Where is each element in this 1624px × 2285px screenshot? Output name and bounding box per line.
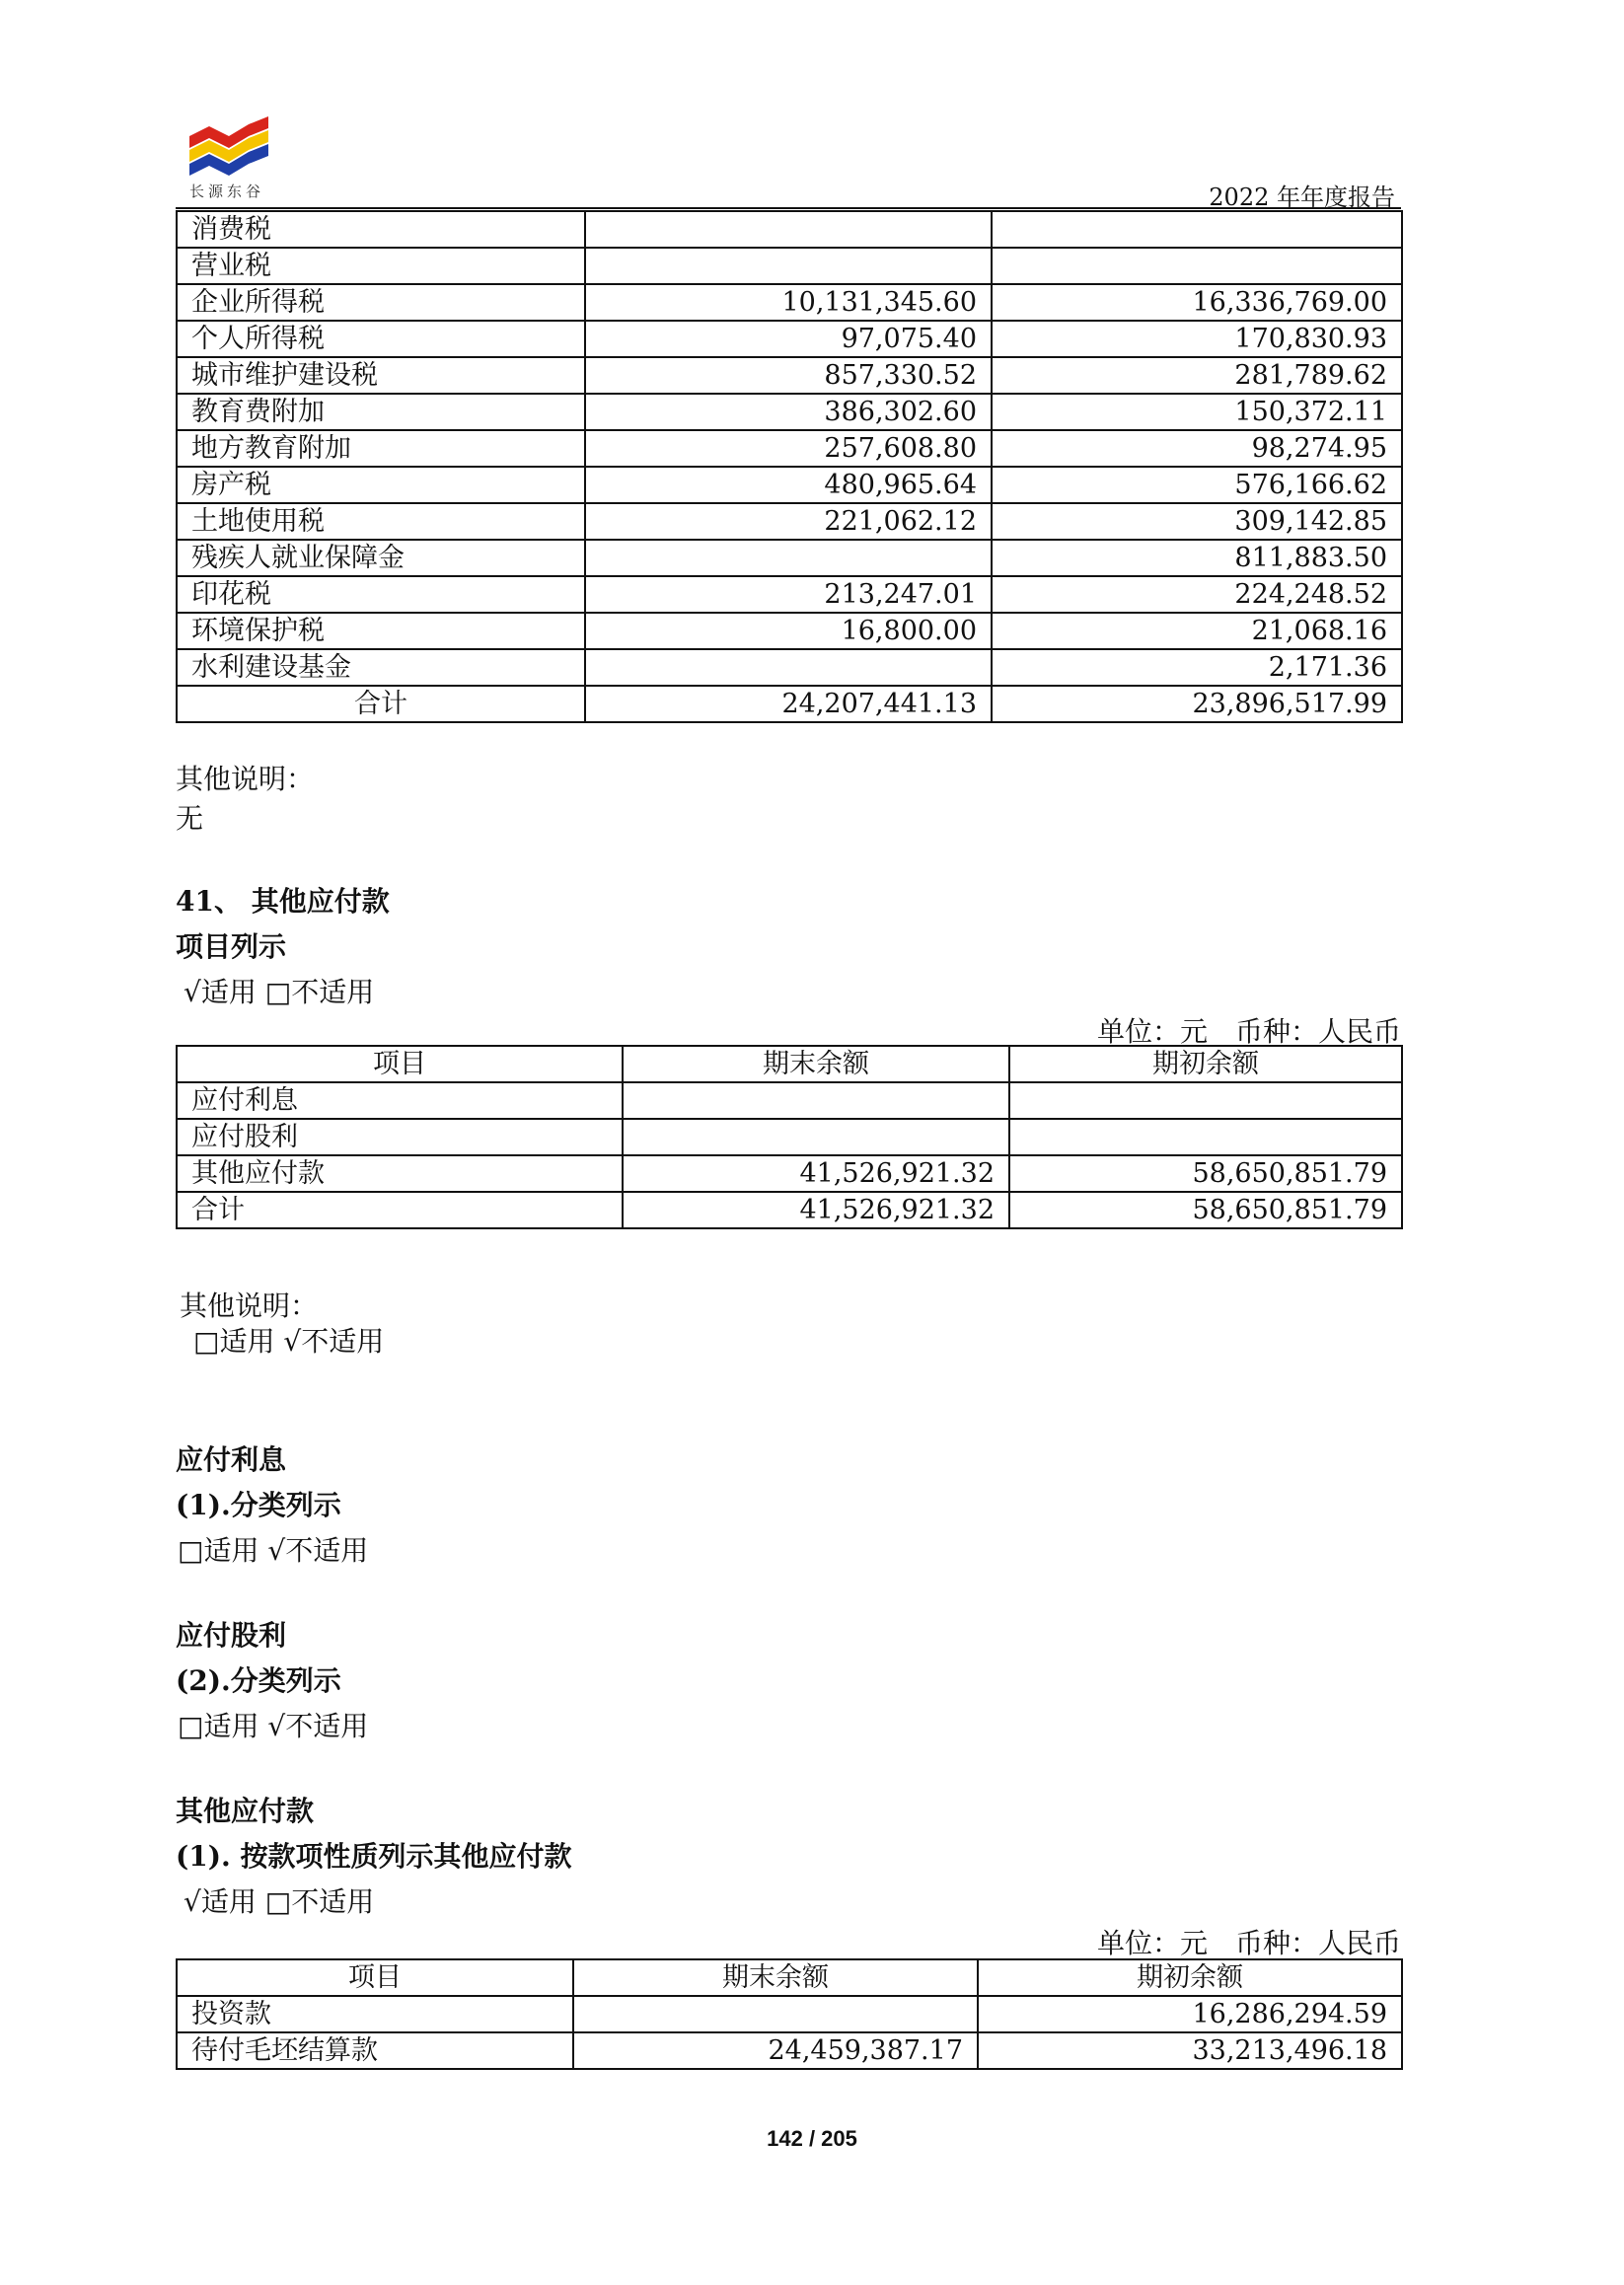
ending-balance-cell: 257,608.80 [585, 430, 992, 467]
ending-balance-cell: 857,330.52 [585, 357, 992, 394]
table-row [177, 357, 1402, 394]
beginning-balance-cell: 811,883.50 [992, 540, 1402, 576]
beginning-balance-cell: 170,830.93 [992, 321, 1402, 357]
beginning-balance-cell [1009, 1119, 1402, 1155]
table-row [177, 467, 1402, 503]
beginning-balance-cell: 21,068.16 [992, 613, 1402, 649]
table-row [177, 1119, 1402, 1155]
beginning-balance-cell: 281,789.62 [992, 357, 1402, 394]
row-item-cell: 应付利息 [177, 1082, 623, 1119]
dividends-subheading: (2).分类列示 [176, 1664, 341, 1697]
ending-balance-cell: 41,526,921.32 [623, 1192, 1009, 1228]
ending-balance-cell: 16,800.00 [585, 613, 992, 649]
row-item-cell: 企业所得税 [177, 284, 585, 321]
other-payables-applicability: √适用 □不适用 [184, 1885, 375, 1918]
report-title: 2022 年年度报告 [1209, 184, 1395, 211]
beginning-balance-cell: 150,372.11 [992, 394, 1402, 430]
beginning-balance-cell: 58,650,851.79 [1009, 1155, 1402, 1192]
page-number: 142 / 205 [767, 2126, 857, 2151]
table-row [177, 613, 1402, 649]
taxes-payable-table [176, 210, 1403, 723]
beginning-balance-cell [992, 211, 1402, 248]
beginning-balance-cell: 33,213,496.18 [978, 2032, 1402, 2069]
column-header: 期初余额 [978, 1959, 1402, 1996]
row-item-cell: 水利建设基金 [177, 649, 585, 686]
ending-balance-cell [623, 1082, 1009, 1119]
row-item-cell: 教育费附加 [177, 394, 585, 430]
other-notes-label: 其他说明： [176, 763, 315, 795]
ending-balance-cell [623, 1119, 1009, 1155]
unit-currency-label-2: 单位：元 币种：人民币 [1096, 1927, 1401, 1959]
table-row [177, 2032, 1402, 2069]
row-item-cell: 消费税 [177, 211, 585, 248]
beginning-balance-cell: 58,650,851.79 [1009, 1192, 1402, 1228]
ending-balance-cell: 386,302.60 [585, 394, 992, 430]
column-header: 期末余额 [573, 1959, 978, 1996]
table-row [177, 1996, 1402, 2032]
table-row [177, 430, 1402, 467]
table-header-row [177, 1046, 1402, 1082]
total-row [177, 686, 1402, 722]
ending-balance-cell: 221,062.12 [585, 503, 992, 540]
interest-applicability: □适用 √不适用 [178, 1534, 369, 1567]
column-header: 项目 [177, 1959, 573, 1996]
dividends-applicability: □适用 √不适用 [178, 1710, 369, 1742]
beginning-balance-cell: 224,248.52 [992, 576, 1402, 613]
ending-balance-cell: 97,075.40 [585, 321, 992, 357]
other-payables-by-nature-table [176, 1958, 1403, 2070]
total-label-cell: 合计 [177, 686, 585, 722]
ending-balance-cell [585, 540, 992, 576]
beginning-balance-cell: 576,166.62 [992, 467, 1402, 503]
applicability-indicator: √适用 □不适用 [184, 976, 375, 1008]
row-item-cell: 印花税 [177, 576, 585, 613]
table-row [177, 248, 1402, 284]
section-heading: 41、 其他应付款 [176, 885, 390, 918]
ending-balance-cell: 24,207,441.13 [585, 686, 992, 722]
table-header-row [177, 1959, 1402, 1996]
beginning-balance-cell: 309,142.85 [992, 503, 1402, 540]
row-item-cell: 投资款 [177, 1996, 573, 2032]
beginning-balance-cell: 16,336,769.00 [992, 284, 1402, 321]
ending-balance-cell [585, 248, 992, 284]
beginning-balance-cell: 16,286,294.59 [978, 1996, 1402, 2032]
row-item-cell: 其他应付款 [177, 1155, 623, 1192]
beginning-balance-cell: 2,171.36 [992, 649, 1402, 686]
interest-subheading: (1).分类列示 [176, 1489, 341, 1521]
beginning-balance-cell [992, 248, 1402, 284]
other-payables-heading: 其他应付款 [176, 1795, 315, 1827]
table-row [177, 321, 1402, 357]
row-item-cell: 城市维护建设税 [177, 357, 585, 394]
table-row [177, 211, 1402, 248]
dividends-payable-heading: 应付股利 [176, 1619, 287, 1652]
row-item-cell: 环境保护税 [177, 613, 585, 649]
other-notes-value: 无 [176, 802, 204, 835]
ending-balance-cell: 10,131,345.60 [585, 284, 992, 321]
other-notes-label-2: 其他说明： [180, 1290, 319, 1322]
ending-balance-cell [585, 649, 992, 686]
table-row [177, 649, 1402, 686]
table-row [177, 284, 1402, 321]
beginning-balance-cell [1009, 1082, 1402, 1119]
row-item-cell: 土地使用税 [177, 503, 585, 540]
table-row [177, 1192, 1402, 1228]
row-item-cell: 营业税 [177, 248, 585, 284]
column-header: 期初余额 [1009, 1046, 1402, 1082]
row-item-cell: 待付毛坯结算款 [177, 2032, 573, 2069]
other-payables-summary-table [176, 1045, 1403, 1229]
row-item-cell: 地方教育附加 [177, 430, 585, 467]
ending-balance-cell: 480,965.64 [585, 467, 992, 503]
logo-text: 长源东谷 [189, 183, 265, 200]
row-item-cell: 残疾人就业保障金 [177, 540, 585, 576]
row-item-cell: 房产税 [177, 467, 585, 503]
header-divider [176, 207, 1401, 209]
row-item-cell: 个人所得税 [177, 321, 585, 357]
table-row [177, 1082, 1402, 1119]
section-subheading: 项目列示 [176, 930, 287, 963]
unit-currency-label: 单位：元 币种：人民币 [1096, 1015, 1401, 1048]
table-row [177, 576, 1402, 613]
interest-payable-heading: 应付利息 [176, 1443, 287, 1476]
beginning-balance-cell: 23,896,517.99 [992, 686, 1402, 722]
ending-balance-cell: 24,459,387.17 [573, 2032, 978, 2069]
column-header: 项目 [177, 1046, 623, 1082]
ending-balance-cell [585, 211, 992, 248]
ending-balance-cell: 41,526,921.32 [623, 1155, 1009, 1192]
beginning-balance-cell: 98,274.95 [992, 430, 1402, 467]
ending-balance-cell: 213,247.01 [585, 576, 992, 613]
row-item-cell: 应付股利 [177, 1119, 623, 1155]
row-item-cell: 合计 [177, 1192, 623, 1228]
other-payables-subheading: (1). 按款项性质列示其他应付款 [176, 1840, 572, 1873]
applicability-indicator-2: □适用 √不适用 [193, 1325, 385, 1358]
table-row [177, 540, 1402, 576]
table-row [177, 1155, 1402, 1192]
table-row [177, 503, 1402, 540]
column-header: 期末余额 [623, 1046, 1009, 1082]
table-row [177, 394, 1402, 430]
ending-balance-cell [573, 1996, 978, 2032]
